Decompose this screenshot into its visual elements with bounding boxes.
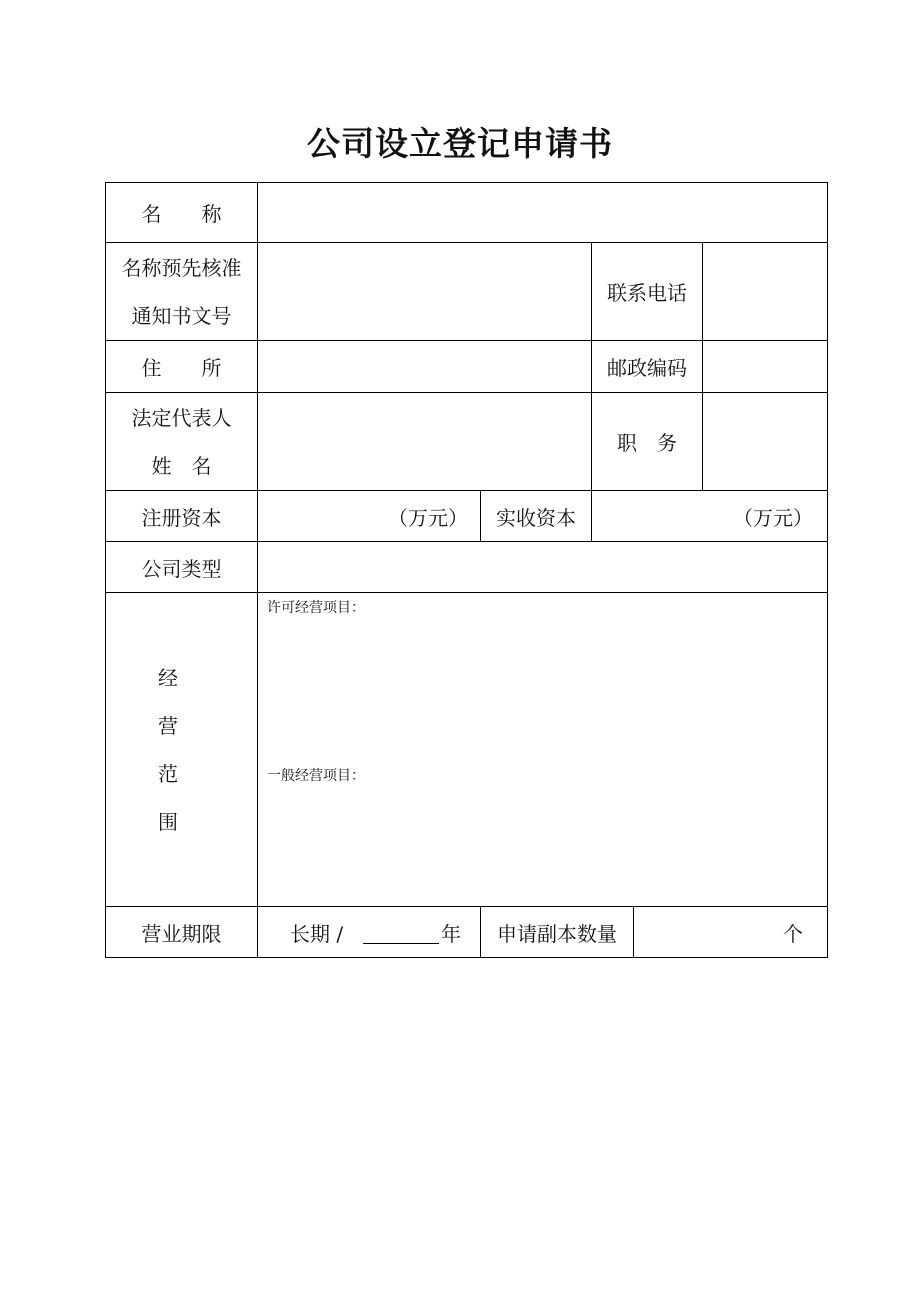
- paid-capital-field[interactable]: [592, 491, 827, 541]
- notice-number-field[interactable]: [258, 243, 591, 340]
- notice-number-label: [106, 243, 257, 340]
- registered-capital-field[interactable]: [258, 491, 480, 541]
- long-term-option[interactable]: 长期 /: [290, 921, 344, 946]
- business-scope-char: 范: [158, 762, 178, 786]
- copies-field[interactable]: [634, 907, 827, 957]
- name-field[interactable]: [258, 183, 827, 242]
- table-line: [105, 957, 828, 958]
- business-scope-field[interactable]: [258, 593, 827, 906]
- postcode-label: 邮政编码: [607, 356, 687, 380]
- copies-label: 申请副本数量: [497, 921, 617, 946]
- page-title: 公司设立登记申请书: [307, 124, 613, 163]
- postcode-field[interactable]: [703, 341, 827, 392]
- term-years-blank[interactable]: [363, 921, 439, 944]
- company-type-label: 公司类型: [141, 556, 222, 581]
- phone-label: 联系电话: [607, 281, 687, 305]
- year-suffix: 年: [441, 921, 462, 946]
- position-label: 职 务: [617, 431, 677, 455]
- notice-number-label-line1: 名称预先核准: [121, 255, 242, 280]
- paid-capital-label: 实收资本: [496, 505, 576, 530]
- copies-unit: 个: [783, 921, 803, 946]
- registered-capital-label: 注册资本: [141, 505, 222, 530]
- notice-number-label-line2: 通知书文号: [131, 303, 232, 328]
- company-type-field[interactable]: [258, 542, 827, 592]
- paid-capital-unit: （万元）: [733, 505, 813, 530]
- phone-field[interactable]: [703, 243, 827, 340]
- general-business-label: 一般经营项目：: [267, 768, 365, 784]
- name-label: 名 称: [141, 202, 222, 226]
- business-scope-char: 经: [158, 666, 178, 690]
- position-field[interactable]: [703, 393, 827, 490]
- business-scope-label: [148, 654, 188, 846]
- business-scope-char: 营: [158, 714, 178, 738]
- licensed-business-label: 许可经营项目：: [267, 600, 365, 616]
- business-term-field[interactable]: [258, 907, 480, 957]
- legal-rep-label-line2: 姓 名: [151, 453, 212, 478]
- table-line: [827, 182, 828, 958]
- address-label: 住 所: [141, 356, 222, 380]
- legal-rep-label-line1: 法定代表人: [131, 405, 232, 430]
- business-scope-char: 围: [158, 810, 178, 834]
- legal-rep-label: [106, 393, 257, 490]
- legal-rep-field[interactable]: [258, 393, 591, 490]
- address-field[interactable]: [258, 341, 591, 392]
- business-term-label: 营业期限: [141, 921, 222, 946]
- registered-capital-unit: （万元）: [388, 505, 468, 530]
